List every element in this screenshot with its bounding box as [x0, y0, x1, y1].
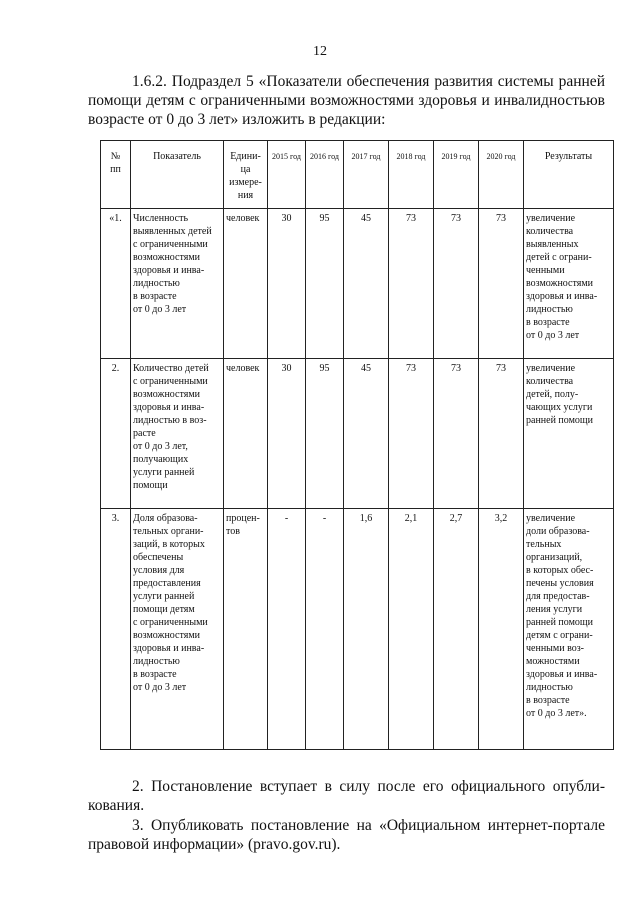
row-2015: 30	[268, 359, 306, 509]
row-2016: -	[306, 509, 344, 750]
header-2019: 2019 год	[434, 141, 479, 209]
row-2020: 3,2	[479, 509, 524, 750]
row-indicator: Доля образова- тельных органи- заций, в которых обеспечены условия для предоставления услуги ранней помощи детям с ограниченными возможностями здоровья и инва- лидностью в возрасте от 0 до 3 лет	[131, 509, 224, 750]
row-2017: 45	[344, 209, 389, 359]
row-indicator: Численность выявленных детей с ограниченными возможностями здоровья и инва- лидностью в возрасте от 0 до 3 лет	[131, 209, 224, 359]
paragraph-3: 3. Опубликовать постановление на «Официальном интернет-портале правовой информации» (pravo.gov.ru).	[88, 817, 605, 853]
table-row	[101, 509, 614, 750]
row-2016: 95	[306, 359, 344, 509]
row-2017: 45	[344, 359, 389, 509]
table-row	[101, 209, 614, 359]
header-results: Результаты	[524, 141, 614, 209]
row-unit: человек	[224, 209, 268, 359]
table-row	[101, 359, 614, 509]
row-2020: 73	[479, 359, 524, 509]
header-num: № пп	[101, 141, 131, 209]
paragraph-2: 2. Постановление вступает в силу после его официального опубли-кования.	[88, 778, 605, 814]
row-results: увеличение количества выявленных детей с ограни- ченными возможностями здоровья и инва- лидностью в возрасте от 0 до 3 лет	[524, 209, 614, 359]
row-2018: 2,1	[389, 509, 434, 750]
row-2015: 30	[268, 209, 306, 359]
row-2015: -	[268, 509, 306, 750]
intro-paragraph: 1.6.2. Подраздел 5 «Показатели обеспечения развития системы ранней помощи детям с ограниченными возможностями здоровья и инвалидностьюв возрасте от 0 до 3 лет» изложить в редакции:	[88, 73, 605, 128]
row-indicator: Количество детей с ограниченными возможностями здоровья и инва- лидностью в воз- расте от 0 до 3 лет, получающих услуги ранней помощи	[131, 359, 224, 509]
row-results: увеличение доли образова- тельных организаций, в которых обес- печены условия для предостав- ления услуги ранней помощи детям с ограни- ченными воз- можностями здоровья и инва- лидностью в возрасте от 0 до 3 лет».	[524, 509, 614, 750]
row-unit: человек	[224, 359, 268, 509]
row-2016: 95	[306, 209, 344, 359]
row-num: «1.	[101, 209, 131, 359]
table-header-row	[101, 141, 614, 209]
header-unit: Едини- ца измере- ния	[224, 141, 268, 209]
header-2016: 2016 год	[306, 141, 344, 209]
header-2015: 2015 год	[268, 141, 306, 209]
row-2019: 73	[434, 359, 479, 509]
indicators-table	[100, 140, 614, 750]
page-number: 12	[313, 44, 327, 59]
row-2017: 1,6	[344, 509, 389, 750]
row-num: 3.	[101, 509, 131, 750]
row-2018: 73	[389, 209, 434, 359]
row-results: увеличение количества детей, полу- чающих услуги ранней помощи	[524, 359, 614, 509]
row-2019: 2,7	[434, 509, 479, 750]
header-2018: 2018 год	[389, 141, 434, 209]
row-num: 2.	[101, 359, 131, 509]
row-2018: 73	[389, 359, 434, 509]
header-2017: 2017 год	[344, 141, 389, 209]
row-2019: 73	[434, 209, 479, 359]
row-2020: 73	[479, 209, 524, 359]
header-2020: 2020 год	[479, 141, 524, 209]
row-unit: процен- тов	[224, 509, 268, 750]
header-indicator: Показатель	[131, 141, 224, 209]
